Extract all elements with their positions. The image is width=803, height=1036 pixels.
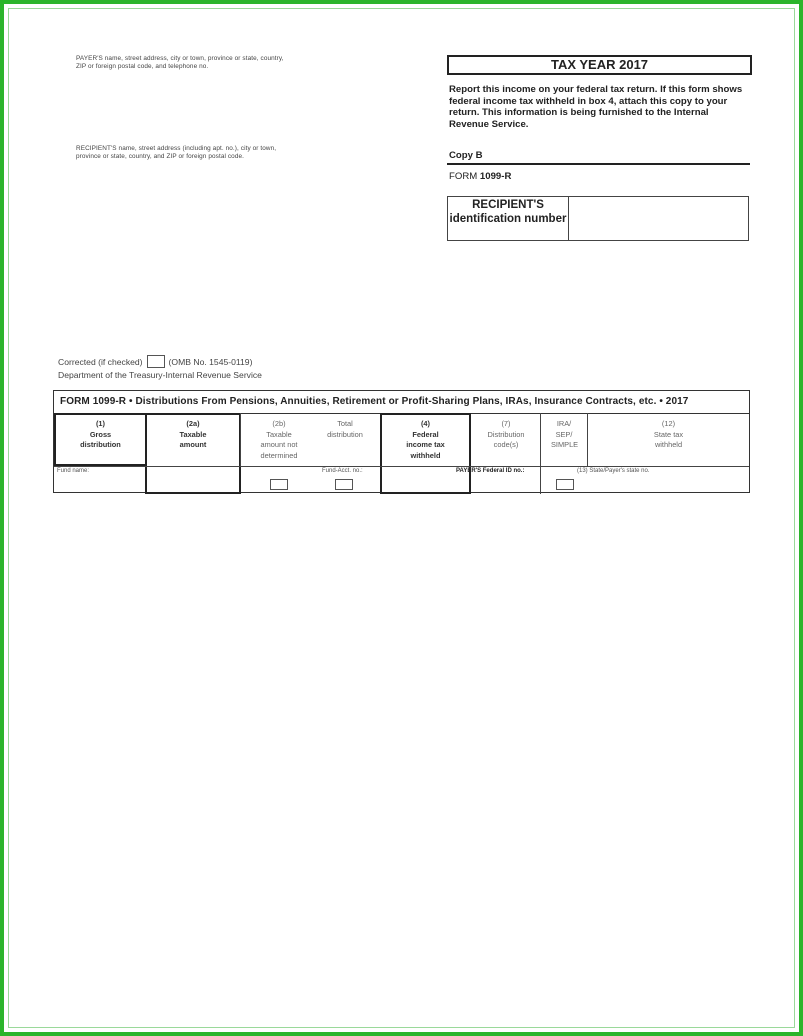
total-distribution[interactable] — [312, 419, 378, 440]
tax-year-box: TAX YEAR 2017 — [447, 55, 752, 75]
total-distribution-checkbox[interactable] — [335, 479, 353, 490]
box-4-label: Federal income tax withheld — [406, 429, 445, 460]
form-prefix: FORM — [449, 171, 478, 182]
copy-label: Copy B — [449, 150, 483, 161]
fund-name-label: Fund name: — [57, 468, 90, 474]
form-title: FORM 1099-R • Distributions From Pensions, Annuities, Retirement or Profit-Sharing Plans, IRAs, Insurance Contracts, etc. • 2017 — [54, 391, 749, 414]
omb-number: (OMB No. 1545-0119) — [168, 356, 253, 367]
form-1099r-table — [53, 390, 750, 493]
recipient-info-label: RECIPIENT'S name, street address (including apt. no.), city or town, province or state, country, and ZIP or foreign postal code. — [76, 145, 277, 160]
box-7-label: Distribution code(s) — [487, 429, 525, 450]
fund-acct-label: Fund-Acct. no.: — [322, 468, 363, 474]
ira-sep-simple-label: IRA/ SEP/ SIMPLE — [551, 419, 579, 450]
box-1[interactable] — [54, 419, 147, 451]
row-divider — [54, 466, 749, 467]
taxable-not-determined-checkbox[interactable] — [270, 479, 288, 490]
divider — [447, 163, 750, 165]
box-7-number: (7) — [501, 419, 511, 428]
recipient-id-box — [447, 196, 749, 241]
ira-sep-simple-checkbox[interactable] — [556, 479, 574, 490]
payer-info-label: PAYER'S name, street address, city or town, province or state, country, ZIP or foreign postal code, and telephone no. — [76, 55, 284, 70]
report-instructions: Report this income on your federal tax return. If this form shows federal income tax withheld in box 4, attach this copy to your return. This information is being furnished to the Internal Revenue Service. — [449, 84, 743, 130]
corrected-label: Corrected (if checked) — [58, 356, 143, 367]
box-2a-number: (2a) — [186, 419, 200, 428]
box-1-number: (1) — [95, 419, 106, 428]
box-12-label: State tax withheld — [653, 429, 684, 450]
box-2a-label: Taxable amount — [179, 429, 207, 450]
box-2a[interactable] — [145, 419, 241, 451]
box-7[interactable] — [472, 419, 540, 451]
department-label: Department of the Treasury-Internal Revenue Service — [58, 370, 262, 380]
payer-federal-id-label: PAYER'S Federal ID no.: — [456, 468, 525, 474]
total-distribution-label: Total distribution — [327, 419, 363, 439]
box-2b[interactable] — [243, 419, 315, 461]
box-12[interactable] — [588, 419, 749, 451]
box-4[interactable] — [380, 419, 471, 461]
ira-sep-simple[interactable] — [541, 419, 587, 451]
corrected-checkbox[interactable] — [147, 355, 165, 368]
box-1-label: Gross distribution — [80, 429, 121, 450]
state-payer-no-label: (13) State/Payer's state no. — [577, 468, 650, 474]
corrected-row — [58, 355, 252, 368]
box-2b-number: (2b) — [272, 419, 286, 428]
form-id-line — [449, 171, 511, 182]
box-4-number: (4) — [420, 419, 431, 428]
box-2b-label: Taxable amount not determined — [260, 429, 298, 460]
form-number: 1099-R — [479, 171, 512, 182]
col-divider — [240, 413, 241, 466]
box-12-number: (12) — [661, 419, 676, 428]
recipient-id-label: RECIPIENT'S identification number — [448, 197, 569, 240]
